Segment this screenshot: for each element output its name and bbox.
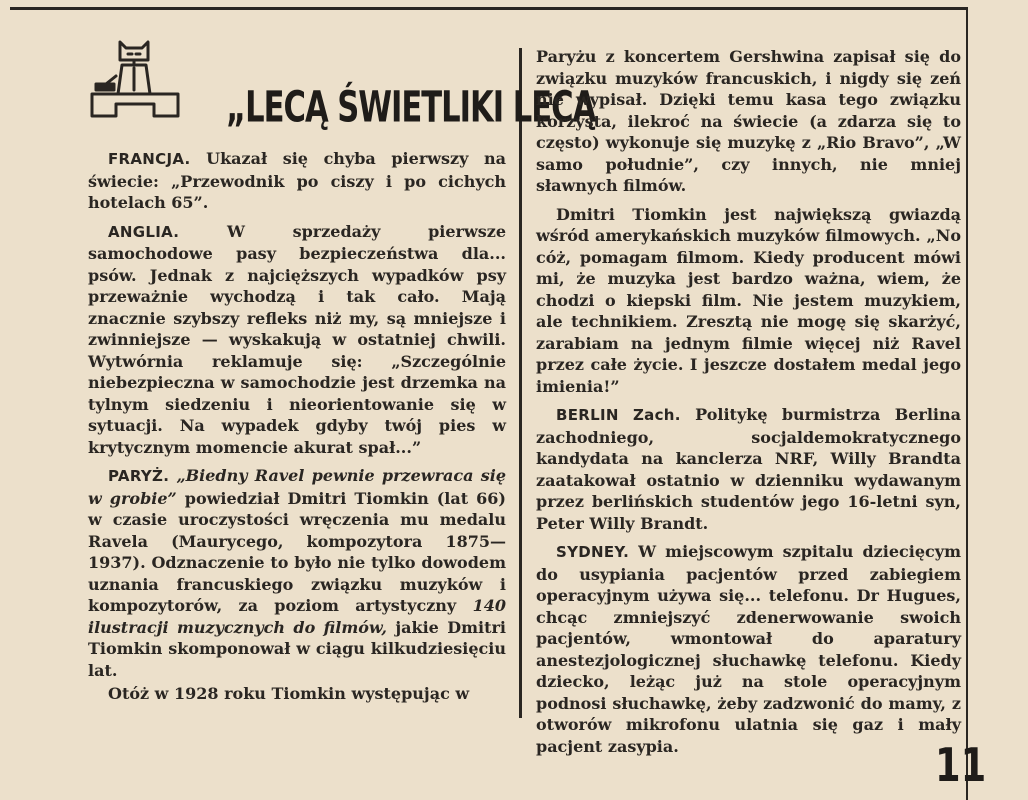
article-berlin [536, 404, 961, 534]
top-rule [10, 7, 968, 10]
article-francja [88, 148, 506, 214]
article-paryz [88, 465, 506, 681]
column-divider [519, 48, 522, 718]
page-number: 11 [935, 738, 987, 792]
page-title: „LECĄ ŚWIETLIKI LECĄ [226, 82, 596, 133]
right-edge-rule [966, 7, 968, 800]
article-city: ANGLIA. [108, 222, 180, 241]
article-tiomkin-quote: Dmitri Tiomkin jest największą gwiazdą wśród amerykańskich muzyków filmowych. „No cóż, pomagam filmom. Kiedy producent mówi mi, że muzyka jest bardzo ważna, wiem, że chodzi o kiepski film. Nie jestem muzykiem, ale technikiem. Zresztą nie mogę się skarżyć, zarabiam na jednym filmie więcej niż Ravel przez całe życie. I jeszcze dostałem medal jego imienia!” [536, 204, 961, 396]
article-text: Ukazał się chyba pierwszy na świecie: „Przewodnik po ciszy i po cichych hotelach 65”. [88, 149, 506, 212]
article-emphasis: 140 ilustracji muzycznych do filmów, [88, 596, 506, 637]
article-paryz-continued-2: Paryżu z koncertem Gershwina zapisał się do związku muzyków francuskich, i nigdy się zeń nie wypisał. Dzięki temu kasa tego związku korzysta, ilekroć na świecie (a zdarza się to często) wykonuje się muzykę z „Rio Bravo”, „W samo południe”, czy innych, nie mniej sławnych filmów. [536, 47, 961, 195]
article-paryz-continued: Otóż w 1928 roku Tiomkin występując w [108, 684, 470, 703]
article-text: powiedział Dmitri Tiomkin (lat 66) w czasie uroczystości wręczenia mu medalu Ravela (Maurycego, kompozytora 1875—1937). Odznaczenie to było nie tylko dowodem uznania francuskiego związku muzyków i kompozytorów, za poziom artystyczny [88, 488, 506, 615]
article-sydney [536, 541, 961, 757]
cartoon-figure-at-desk-icon [88, 32, 180, 124]
article-text: Politykę burmistrza Berlina zachodniego, socjaldemokratycznego kandydata na kanclerza NRF, Willy Brandta zaatakował ostatnio w dzienniku wydawanym przez berlińskich studentów jego 16-letni syn, Peter Willy Brandt. [536, 405, 961, 533]
article-quote: „Biedny Ravel pewnie przewraca się w grobie” [88, 466, 506, 508]
article-text: W miejscowym szpitalu dziecięcym do usypiania pacjentów przed zabiegiem operacyjnym używa się... telefonu. Dr Hugues, chcąc zmniejszyć zdenerwowanie swoich pacjentów, wmontował do aparatury anestezjologicznej słuchawkę telefonu. Kiedy dziecko, leżąc już na stole operacyjnym podnosi słuchawkę, żeby zadzwonić do mamy, z otworów mikrofonu ulatnia się gaz i mały pacjent zasypia. [536, 542, 961, 756]
article-city: PARYŻ. [108, 467, 170, 485]
article-text: W sprzedaży pierwsze samochodowe pasy bezpieczeństwa dla... psów. Jednak z najcięższych wypadków psy przeważnie wychodzą i tak cało. Mają znacznie szybszy refleks niż my, są mniejsze i zwinniejsze — wyskakują w ostatniej chwili. Wytwórnia reklamuje się: „Szczególnie niebezpieczna w samochodzie jest drzemka na tylnym siedzeniu i nieorientowanie się w sytuacji. Na wypadek gdyby twój pies w krytycznym momencie akurat spał...” [88, 221, 506, 457]
article-text: jakie Dmitri Tiomkin skomponował w ciągu kilkudziesięciu lat. [88, 617, 506, 680]
article-city: FRANCJA. [108, 150, 191, 168]
right-column [536, 46, 961, 757]
left-column [88, 148, 506, 705]
article-anglia [88, 221, 506, 459]
article-city: BERLIN Zach. [556, 406, 681, 424]
article-city: SYDNEY. [556, 543, 630, 561]
